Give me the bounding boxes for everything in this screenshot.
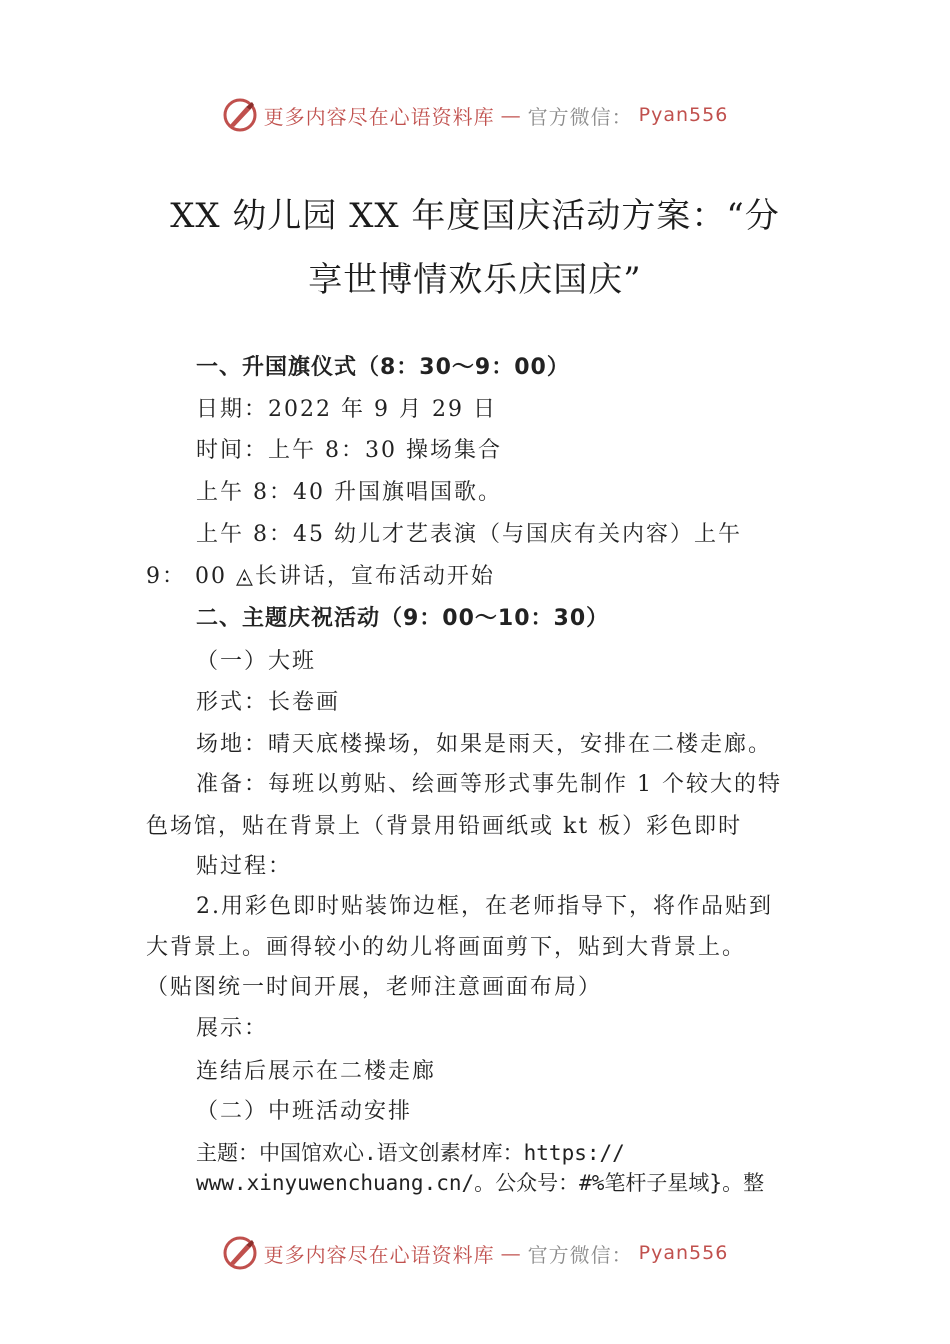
section-heading-2: 二、主题庆祝活动（9：00～10：30） xyxy=(196,606,610,631)
body-line: 主题：中国馆欢心.语文创素材库：https:// xyxy=(196,1141,625,1165)
body-line: www.xinyuwenchuang.cn/。公众号：#%笔杆子星域}。整 xyxy=(196,1171,765,1195)
banner-account: Pyan556 xyxy=(638,104,729,126)
banner-title: 更多内容尽在心语资料库 xyxy=(263,1242,495,1267)
body-line: 大背景上。画得较小的幼儿将画面剪下，贴到大背景上。 xyxy=(146,935,747,960)
body-line: 9： 00 ◬长讲话，宣布活动开始 xyxy=(146,564,495,589)
banner-dash: — xyxy=(500,1241,522,1265)
body-line: 2.用彩色即时贴装饰边框，在老师指导下，将作品贴到 xyxy=(196,894,773,919)
body-line: 上午 8：45 幼儿才艺表演（与国庆有关内容）上午 xyxy=(196,522,742,547)
pen-logo-icon xyxy=(222,97,258,133)
header-watermark xyxy=(0,95,950,135)
footer-watermark xyxy=(0,1233,950,1273)
body-line: 时间：上午 8：30 操场集合 xyxy=(196,438,502,463)
document-title xyxy=(150,184,800,312)
section-heading-1: 一、升国旗仪式（8：30～9：00） xyxy=(196,355,570,380)
body-line: 展示： xyxy=(196,1016,269,1041)
body-line: 形式：长卷画 xyxy=(196,690,341,715)
body-line: 色场馆，贴在背景上（背景用铅画纸或 kt 板）彩色即时 xyxy=(146,814,743,839)
banner-dash: — xyxy=(500,103,522,127)
body-line: 场地：晴天底楼操场，如果是雨天，安排在二楼走廊。 xyxy=(196,732,773,757)
body-line: 连结后展示在二楼走廊 xyxy=(196,1059,437,1084)
body-line: 贴过程： xyxy=(196,854,293,879)
subsection-heading: （一）大班 xyxy=(196,649,317,674)
subsection-heading: （二）中班活动安排 xyxy=(196,1099,413,1124)
body-line: 上午 8：40 升国旗唱国歌。 xyxy=(196,480,502,505)
pen-logo-icon xyxy=(222,1235,258,1271)
body-line: （贴图统一时间开展，老师注意画面布局） xyxy=(146,975,603,1000)
title-line-1: XX 幼儿园 XX 年度国庆活动方案：“分 xyxy=(170,196,780,236)
banner-label: 官方微信： xyxy=(527,104,633,129)
banner-title: 更多内容尽在心语资料库 xyxy=(263,104,495,129)
banner-label: 官方微信： xyxy=(527,1242,633,1267)
banner-account: Pyan556 xyxy=(638,1242,729,1264)
title-line-2: 享世博情欢乐庆国庆” xyxy=(308,260,642,300)
body-line: 日期：2022 年 9 月 29 日 xyxy=(196,397,497,422)
body-line: 准备：每班以剪贴、绘画等形式事先制作 1 个较大的特 xyxy=(196,772,782,797)
